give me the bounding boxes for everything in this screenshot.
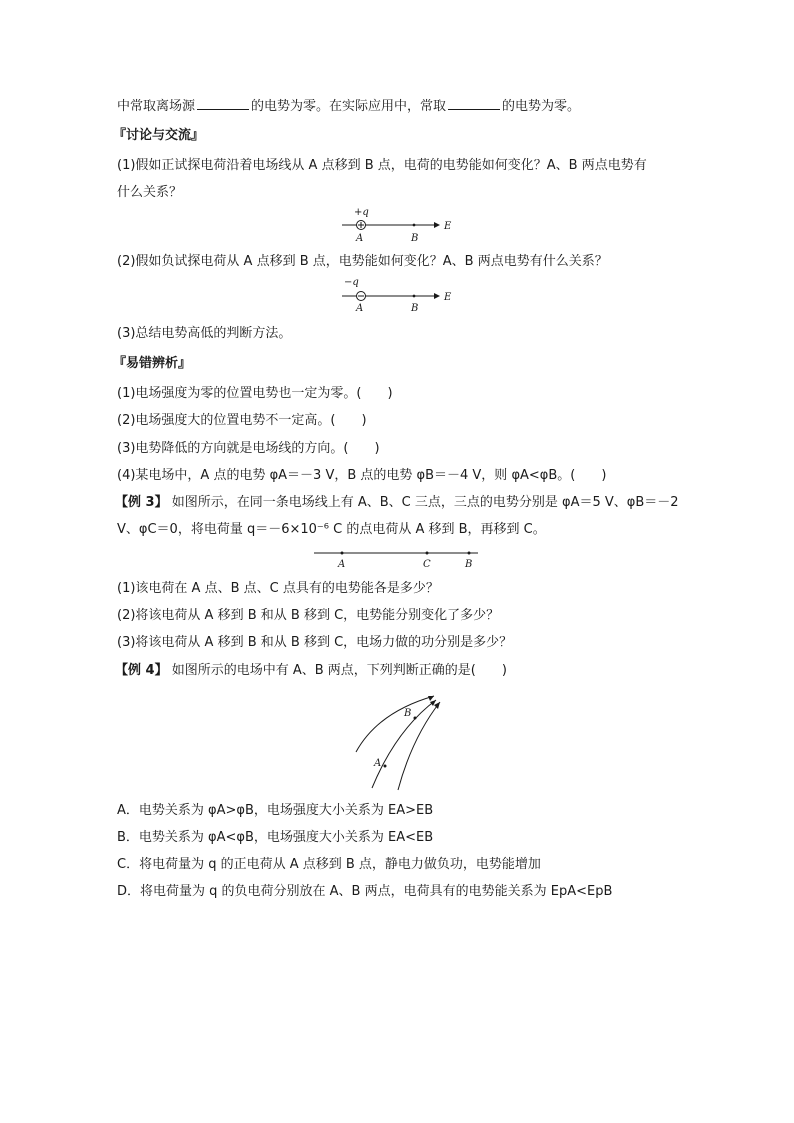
example4-field-lines-figure bbox=[350, 694, 450, 794]
example4-stem: 如图所示的电场中有 A、B 两点，下列判断正确的是( ) bbox=[171, 663, 507, 678]
point-b-dot bbox=[413, 224, 416, 227]
fig2-charge-label: −q bbox=[344, 277, 359, 288]
example4-option-b: B．电势关系为 φA<φB，电场强度大小关系为 EA<EB bbox=[117, 830, 434, 845]
error-item-1: (1)电场强度为零的位置电势也一定为零。( ) bbox=[117, 386, 393, 401]
error-item-4: (4)某电场中，A 点的电势 φA＝－3 V，B 点的电势 φB＝－4 V，则 φA<φB。( ) bbox=[117, 468, 607, 483]
point-b-dot bbox=[468, 552, 471, 555]
point-a-dot bbox=[341, 552, 344, 555]
intro-text-2: 的电势为零。在实际应用中，常取 bbox=[251, 99, 447, 114]
intro-line bbox=[117, 97, 580, 116]
errors-heading: 『易错辨析』 bbox=[113, 356, 192, 371]
example3-question-3: (3)将该电荷从 A 移到 B 和从 B 移到 C，电场力做的功分别是多少？ bbox=[117, 635, 513, 650]
example3-line2: V、φC＝0，将电荷量 q＝－6×10⁻⁶ C 的点电荷从 A 移到 B，再移到 C。 bbox=[117, 522, 546, 537]
example3-label: 【例 3】 bbox=[115, 495, 168, 510]
ex3-label-a: A bbox=[338, 559, 346, 570]
ex3-label-c: C bbox=[423, 559, 431, 570]
point-a-dot bbox=[384, 765, 387, 768]
ex4-label-a: A bbox=[374, 758, 382, 769]
discussion-q1-line1: (1)假如正试探电荷沿着电场线从 A 点移到 B 点，电荷的电势能如何变化？A、B 两点电势有 bbox=[117, 158, 647, 173]
example4-option-d: D．将电荷量为 q 的负电荷分别放在 A、B 两点，电荷具有的电势能关系为 EpA<EpB bbox=[117, 884, 613, 899]
example4-option-c: C．将电荷量为 q 的正电荷从 A 点移到 B 点，静电力做负功，电势能增加 bbox=[117, 857, 541, 872]
fig2-label-b: B bbox=[411, 303, 419, 314]
ex3-label-b: B bbox=[465, 559, 473, 570]
error-item-2: (2)电场强度大的位置电势不一定高。( ) bbox=[117, 413, 367, 428]
fig1-charge-label: +q bbox=[354, 207, 369, 218]
arrow-head-icon bbox=[434, 293, 440, 299]
example3-line1 bbox=[115, 494, 679, 512]
fig1-label-e: E bbox=[444, 221, 452, 232]
discussion-heading: 『讨论与交流』 bbox=[113, 128, 205, 143]
intro-text-1: 中常取离场源 bbox=[117, 99, 196, 114]
example4-label: 【例 4】 bbox=[115, 663, 168, 678]
point-c-dot bbox=[426, 552, 429, 555]
discussion-q2: (2)假如负试探电荷从 A 点移到 B 点，电势能如何变化？A、B 两点电势有什么关系？ bbox=[117, 254, 608, 269]
example3-field-line-figure bbox=[314, 544, 484, 570]
arrow-head-icon bbox=[428, 696, 434, 701]
discussion-q3: (3)总结电势高低的判断方法。 bbox=[117, 326, 292, 341]
example4-stem-line bbox=[115, 662, 507, 680]
example3-question-2: (2)将该电荷从 A 移到 B 和从 B 移到 C，电势能分别变化了多少？ bbox=[117, 608, 500, 623]
ex4-label-b: B bbox=[404, 708, 412, 719]
fig1-label-b: B bbox=[411, 233, 419, 244]
fig2-label-a: A bbox=[356, 303, 364, 314]
fig2-label-e: E bbox=[444, 292, 452, 303]
example3-text1: 如图所示，在同一条电场线上有 A、B、C 三点，三点的电势分别是 φA＝5 V、φB＝－2 bbox=[171, 495, 679, 510]
positive-charge-figure bbox=[338, 205, 458, 243]
fig1-label-a: A bbox=[356, 233, 364, 244]
point-b-dot bbox=[414, 717, 417, 720]
example4-option-a: A．电势关系为 φA>φB，电场强度大小关系为 EA>EB bbox=[117, 803, 434, 818]
arrow-head-icon bbox=[434, 702, 440, 709]
discussion-q1-line2: 什么关系？ bbox=[117, 185, 183, 200]
point-b-dot bbox=[413, 295, 416, 298]
arrow-head-icon bbox=[434, 222, 440, 228]
negative-charge-figure bbox=[338, 275, 458, 313]
error-item-3: (3)电势降低的方向就是电场线的方向。( ) bbox=[117, 441, 380, 456]
intro-text-3: 的电势为零。 bbox=[502, 99, 581, 114]
example3-question-1: (1)该电荷在 A 点、B 点、C 点具有的电势能各是多少？ bbox=[117, 581, 439, 596]
answer-blank-2 bbox=[448, 97, 500, 110]
answer-blank-1 bbox=[197, 97, 249, 110]
